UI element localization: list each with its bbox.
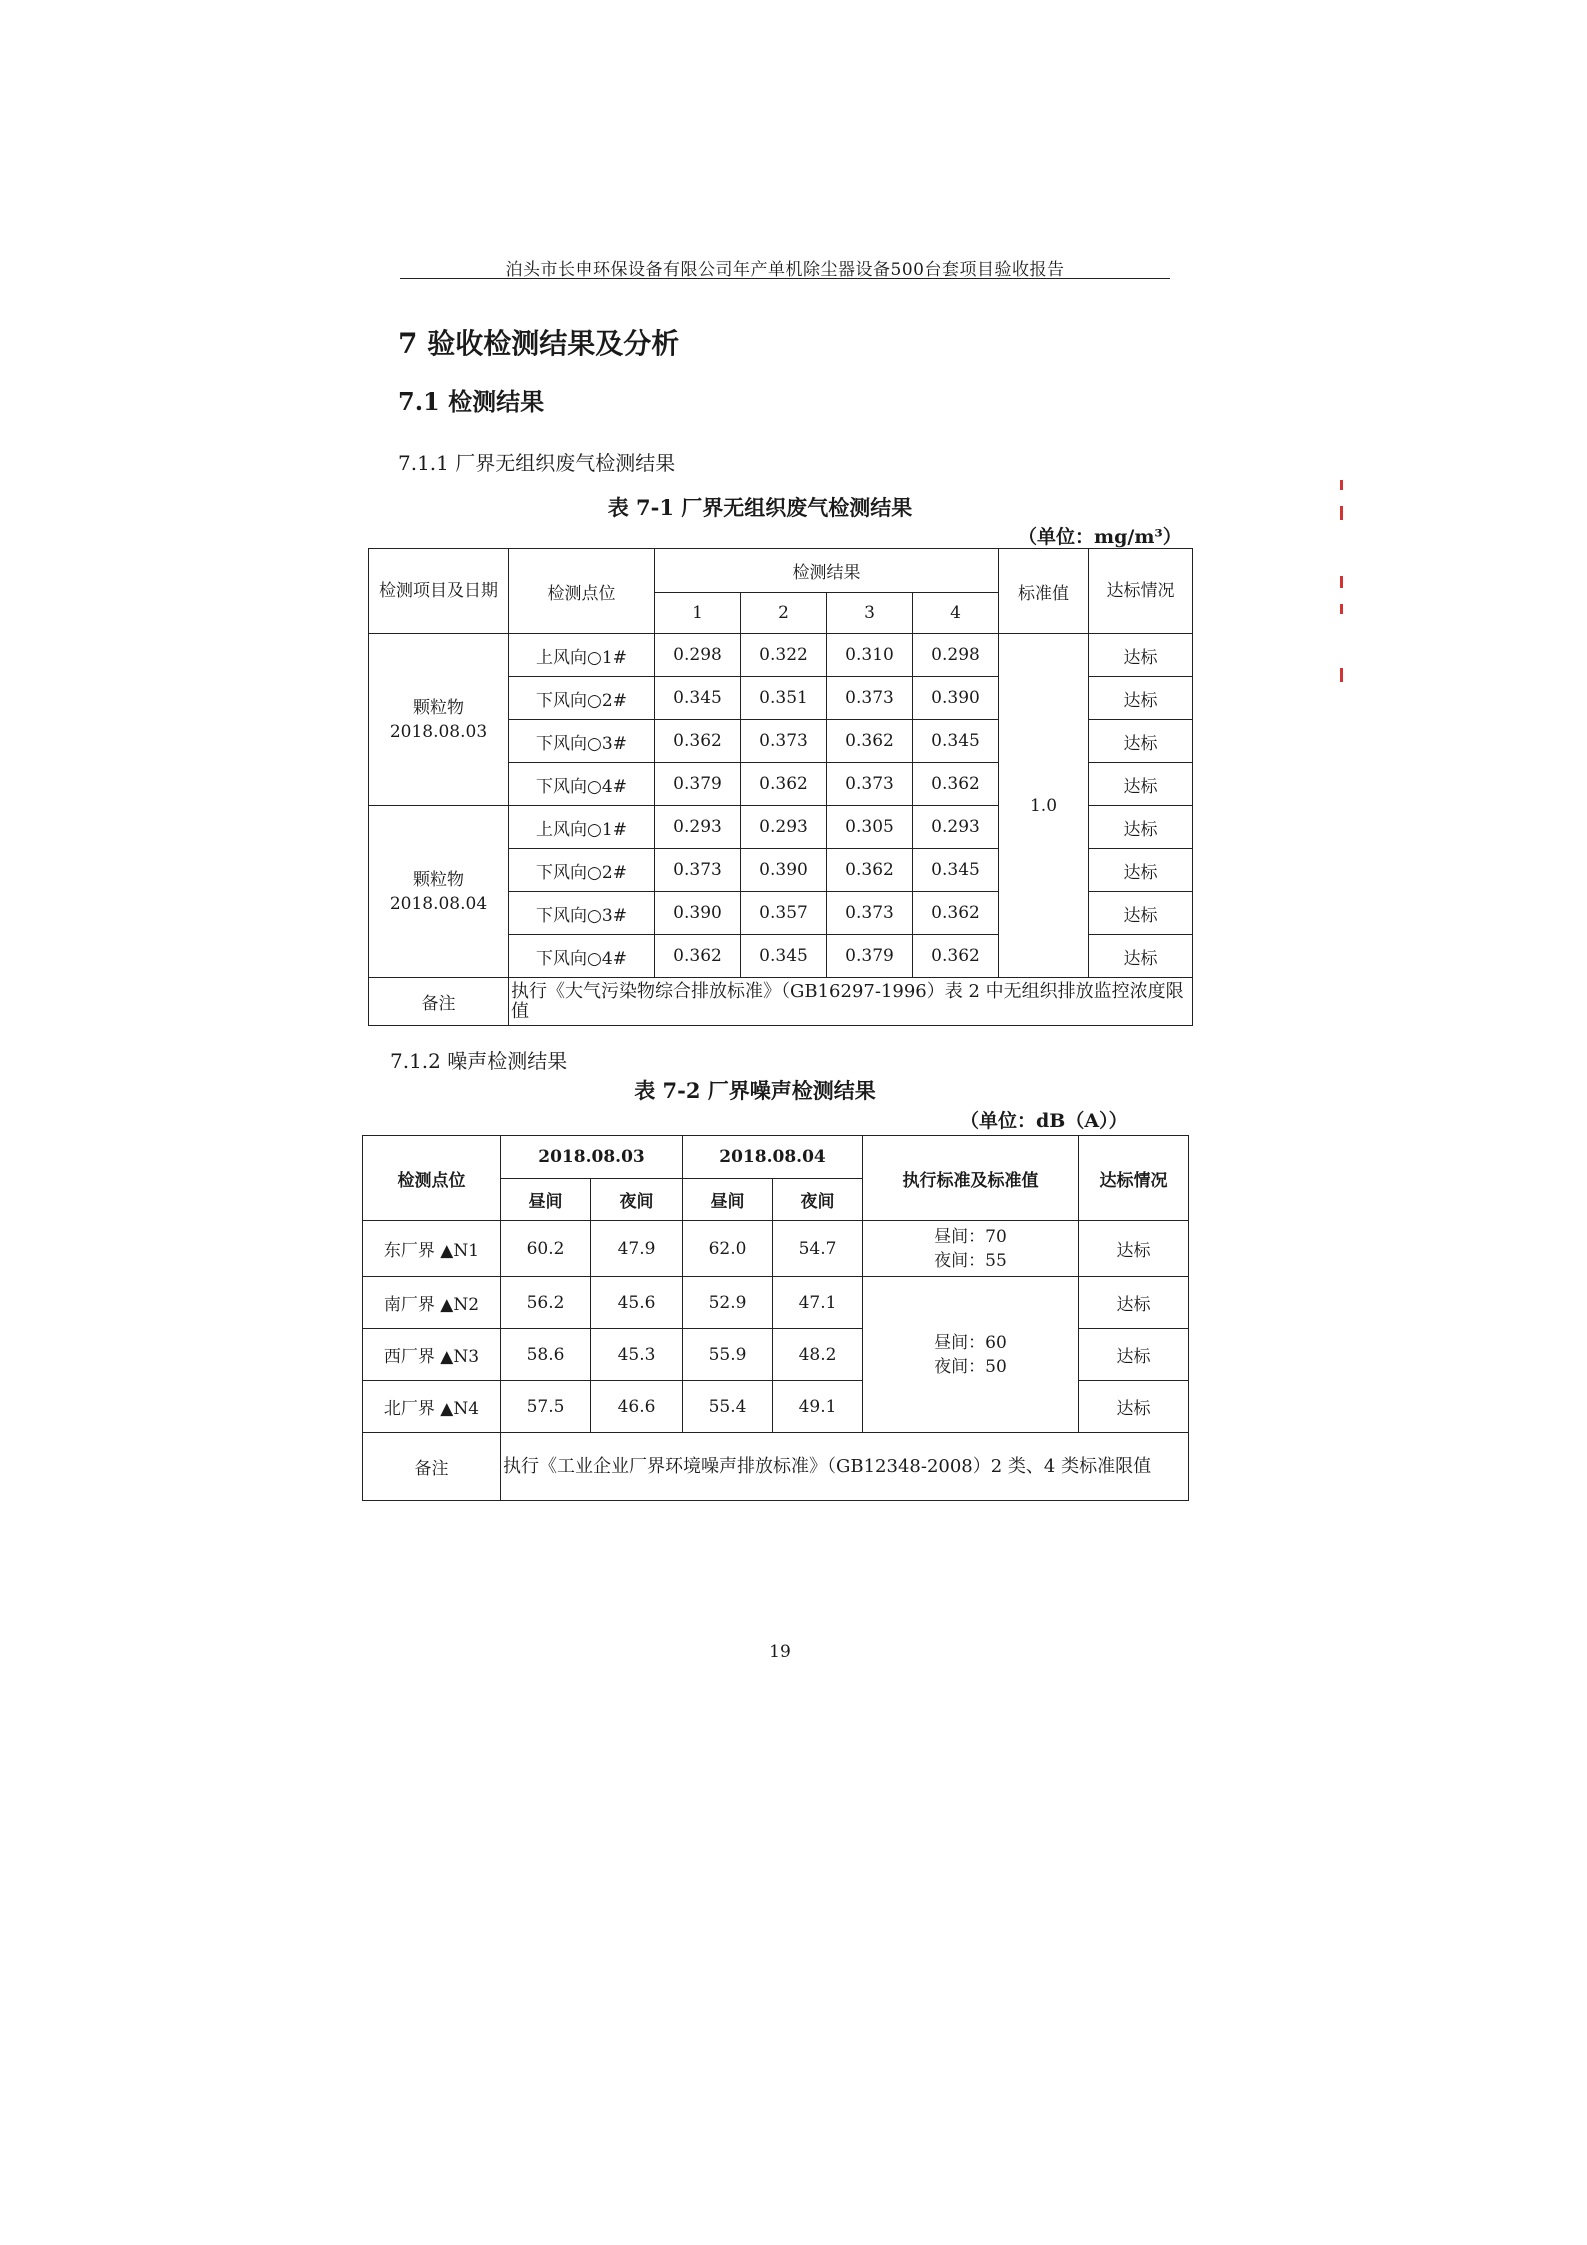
status-cell: 达标 <box>1079 1329 1189 1381</box>
header-rule <box>400 278 1170 279</box>
value-cell: 0.298 <box>913 634 999 677</box>
standard-value-cell: 1.0 <box>999 634 1089 978</box>
standard-cell-east <box>863 1221 1079 1277</box>
value-cell: 0.345 <box>741 935 827 978</box>
header-result-1: 1 <box>655 593 741 634</box>
status-cell: 达标 <box>1079 1381 1189 1433</box>
table-row <box>363 1277 1189 1329</box>
value-cell: 54.7 <box>773 1221 863 1277</box>
header-result-2: 2 <box>741 593 827 634</box>
header-point: 检测点位 <box>363 1136 501 1221</box>
value-cell: 0.362 <box>741 763 827 806</box>
group-item: 颗粒物 <box>413 869 464 890</box>
point-cell: 下风向○2# <box>509 677 655 720</box>
table-row <box>369 634 1193 677</box>
value-cell: 52.9 <box>683 1277 773 1329</box>
point-cell: 上风向○1# <box>509 806 655 849</box>
value-cell: 45.6 <box>591 1277 683 1329</box>
status-cell: 达标 <box>1089 892 1193 935</box>
value-cell: 0.373 <box>741 720 827 763</box>
point-cell: 西厂界 ▲N3 <box>363 1329 501 1381</box>
value-cell: 0.390 <box>655 892 741 935</box>
group-item-cell <box>369 634 509 806</box>
value-cell: 0.379 <box>827 935 913 978</box>
group-item-cell <box>369 806 509 978</box>
remark-label: 备注 <box>363 1433 501 1501</box>
value-cell: 0.322 <box>741 634 827 677</box>
group-item: 颗粒物 <box>413 697 464 718</box>
value-cell: 0.373 <box>827 892 913 935</box>
point-cell: 东厂界 ▲N1 <box>363 1221 501 1277</box>
header-night-2: 夜间 <box>773 1179 863 1221</box>
point-cell: 上风向○1# <box>509 634 655 677</box>
value-cell: 0.373 <box>827 763 913 806</box>
header-day-2: 昼间 <box>683 1179 773 1221</box>
standard-cell-other <box>863 1277 1079 1433</box>
value-cell: 0.390 <box>913 677 999 720</box>
value-cell: 57.5 <box>501 1381 591 1433</box>
scan-edge-marks <box>1340 480 1346 700</box>
value-cell: 0.362 <box>913 892 999 935</box>
header-standard: 执行标准及标准值 <box>863 1136 1079 1221</box>
status-cell: 达标 <box>1089 849 1193 892</box>
table2-unit: （单位：dB（A）） <box>960 1110 1128 1132</box>
status-cell: 达标 <box>1089 677 1193 720</box>
header-compliance: 达标情况 <box>1089 549 1193 634</box>
standard-night: 夜间：50 <box>934 1356 1007 1377</box>
standard-night: 夜间：55 <box>934 1250 1007 1271</box>
value-cell: 55.9 <box>683 1329 773 1381</box>
status-cell: 达标 <box>1079 1277 1189 1329</box>
status-cell: 达标 <box>1089 763 1193 806</box>
header-day-1: 昼间 <box>501 1179 591 1221</box>
table1-caption: 表 7-1 厂界无组织废气检测结果 <box>607 495 913 520</box>
value-cell: 55.4 <box>683 1381 773 1433</box>
value-cell: 0.293 <box>741 806 827 849</box>
header-results: 检测结果 <box>655 549 999 593</box>
value-cell: 0.373 <box>827 677 913 720</box>
subsection-title-noise: 7.1.2 噪声检测结果 <box>390 1049 568 1073</box>
value-cell: 47.1 <box>773 1277 863 1329</box>
value-cell: 56.2 <box>501 1277 591 1329</box>
value-cell: 47.9 <box>591 1221 683 1277</box>
status-cell: 达标 <box>1089 634 1193 677</box>
status-cell: 达标 <box>1089 720 1193 763</box>
table-row <box>363 1221 1189 1277</box>
section-title: 7.1 检测结果 <box>398 387 545 416</box>
value-cell: 0.362 <box>913 935 999 978</box>
header-compliance: 达标情况 <box>1079 1136 1189 1221</box>
value-cell: 60.2 <box>501 1221 591 1277</box>
point-cell: 下风向○3# <box>509 892 655 935</box>
value-cell: 62.0 <box>683 1221 773 1277</box>
value-cell: 58.6 <box>501 1329 591 1381</box>
header-night-1: 夜间 <box>591 1179 683 1221</box>
value-cell: 0.379 <box>655 763 741 806</box>
value-cell: 46.6 <box>591 1381 683 1433</box>
remark-text: 执行《工业企业厂界环境噪声排放标准》（GB12348-2008）2 类、4 类标准限值 <box>501 1433 1189 1501</box>
value-cell: 0.362 <box>827 849 913 892</box>
point-cell: 下风向○3# <box>509 720 655 763</box>
value-cell: 0.362 <box>655 720 741 763</box>
value-cell: 0.373 <box>655 849 741 892</box>
air-quality-table <box>368 548 1193 1026</box>
value-cell: 0.293 <box>655 806 741 849</box>
point-cell: 下风向○4# <box>509 763 655 806</box>
header-point: 检测点位 <box>509 549 655 634</box>
value-cell: 0.390 <box>741 849 827 892</box>
standard-day: 昼间：60 <box>934 1332 1007 1353</box>
status-cell: 达标 <box>1089 935 1193 978</box>
value-cell: 49.1 <box>773 1381 863 1433</box>
remark-row <box>363 1433 1189 1501</box>
value-cell: 0.345 <box>913 849 999 892</box>
value-cell: 0.357 <box>741 892 827 935</box>
header-date-1: 2018.08.03 <box>501 1136 683 1179</box>
standard-day: 昼间：70 <box>934 1226 1007 1247</box>
value-cell: 0.351 <box>741 677 827 720</box>
header-item-date: 检测项目及日期 <box>369 549 509 634</box>
point-cell: 南厂界 ▲N2 <box>363 1277 501 1329</box>
document-header: 泊头市长申环保设备有限公司年产单机除尘器设备500台套项目验收报告 <box>505 260 1065 280</box>
remark-row <box>369 978 1193 1026</box>
header-standard: 标准值 <box>999 549 1089 634</box>
remark-label: 备注 <box>369 978 509 1026</box>
noise-table <box>362 1135 1189 1501</box>
table2-caption: 表 7-2 厂界噪声检测结果 <box>634 1078 876 1103</box>
page-number: 19 <box>769 1642 791 1662</box>
value-cell: 0.293 <box>913 806 999 849</box>
value-cell: 0.345 <box>655 677 741 720</box>
status-cell: 达标 <box>1089 806 1193 849</box>
value-cell: 0.305 <box>827 806 913 849</box>
header-date-2: 2018.08.04 <box>683 1136 863 1179</box>
value-cell: 0.310 <box>827 634 913 677</box>
value-cell: 0.362 <box>655 935 741 978</box>
status-cell: 达标 <box>1079 1221 1189 1277</box>
point-cell: 北厂界 ▲N4 <box>363 1381 501 1433</box>
value-cell: 45.3 <box>591 1329 683 1381</box>
point-cell: 下风向○2# <box>509 849 655 892</box>
chapter-title: 7 验收检测结果及分析 <box>398 327 680 360</box>
value-cell: 0.362 <box>827 720 913 763</box>
point-cell: 下风向○4# <box>509 935 655 978</box>
header-result-3: 3 <box>827 593 913 634</box>
value-cell: 0.362 <box>913 763 999 806</box>
value-cell: 0.298 <box>655 634 741 677</box>
table1-unit: （单位：mg/m³） <box>1018 526 1182 548</box>
subsection-title-air: 7.1.1 厂界无组织废气检测结果 <box>398 451 676 475</box>
group-date: 2018.08.04 <box>389 893 488 914</box>
remark-text: 执行《大气污染物综合排放标准》（GB16297-1996）表 2 中无组织排放监控浓度限值 <box>509 978 1193 1026</box>
header-result-4: 4 <box>913 593 999 634</box>
value-cell: 0.345 <box>913 720 999 763</box>
group-date: 2018.08.03 <box>389 721 488 742</box>
value-cell: 48.2 <box>773 1329 863 1381</box>
